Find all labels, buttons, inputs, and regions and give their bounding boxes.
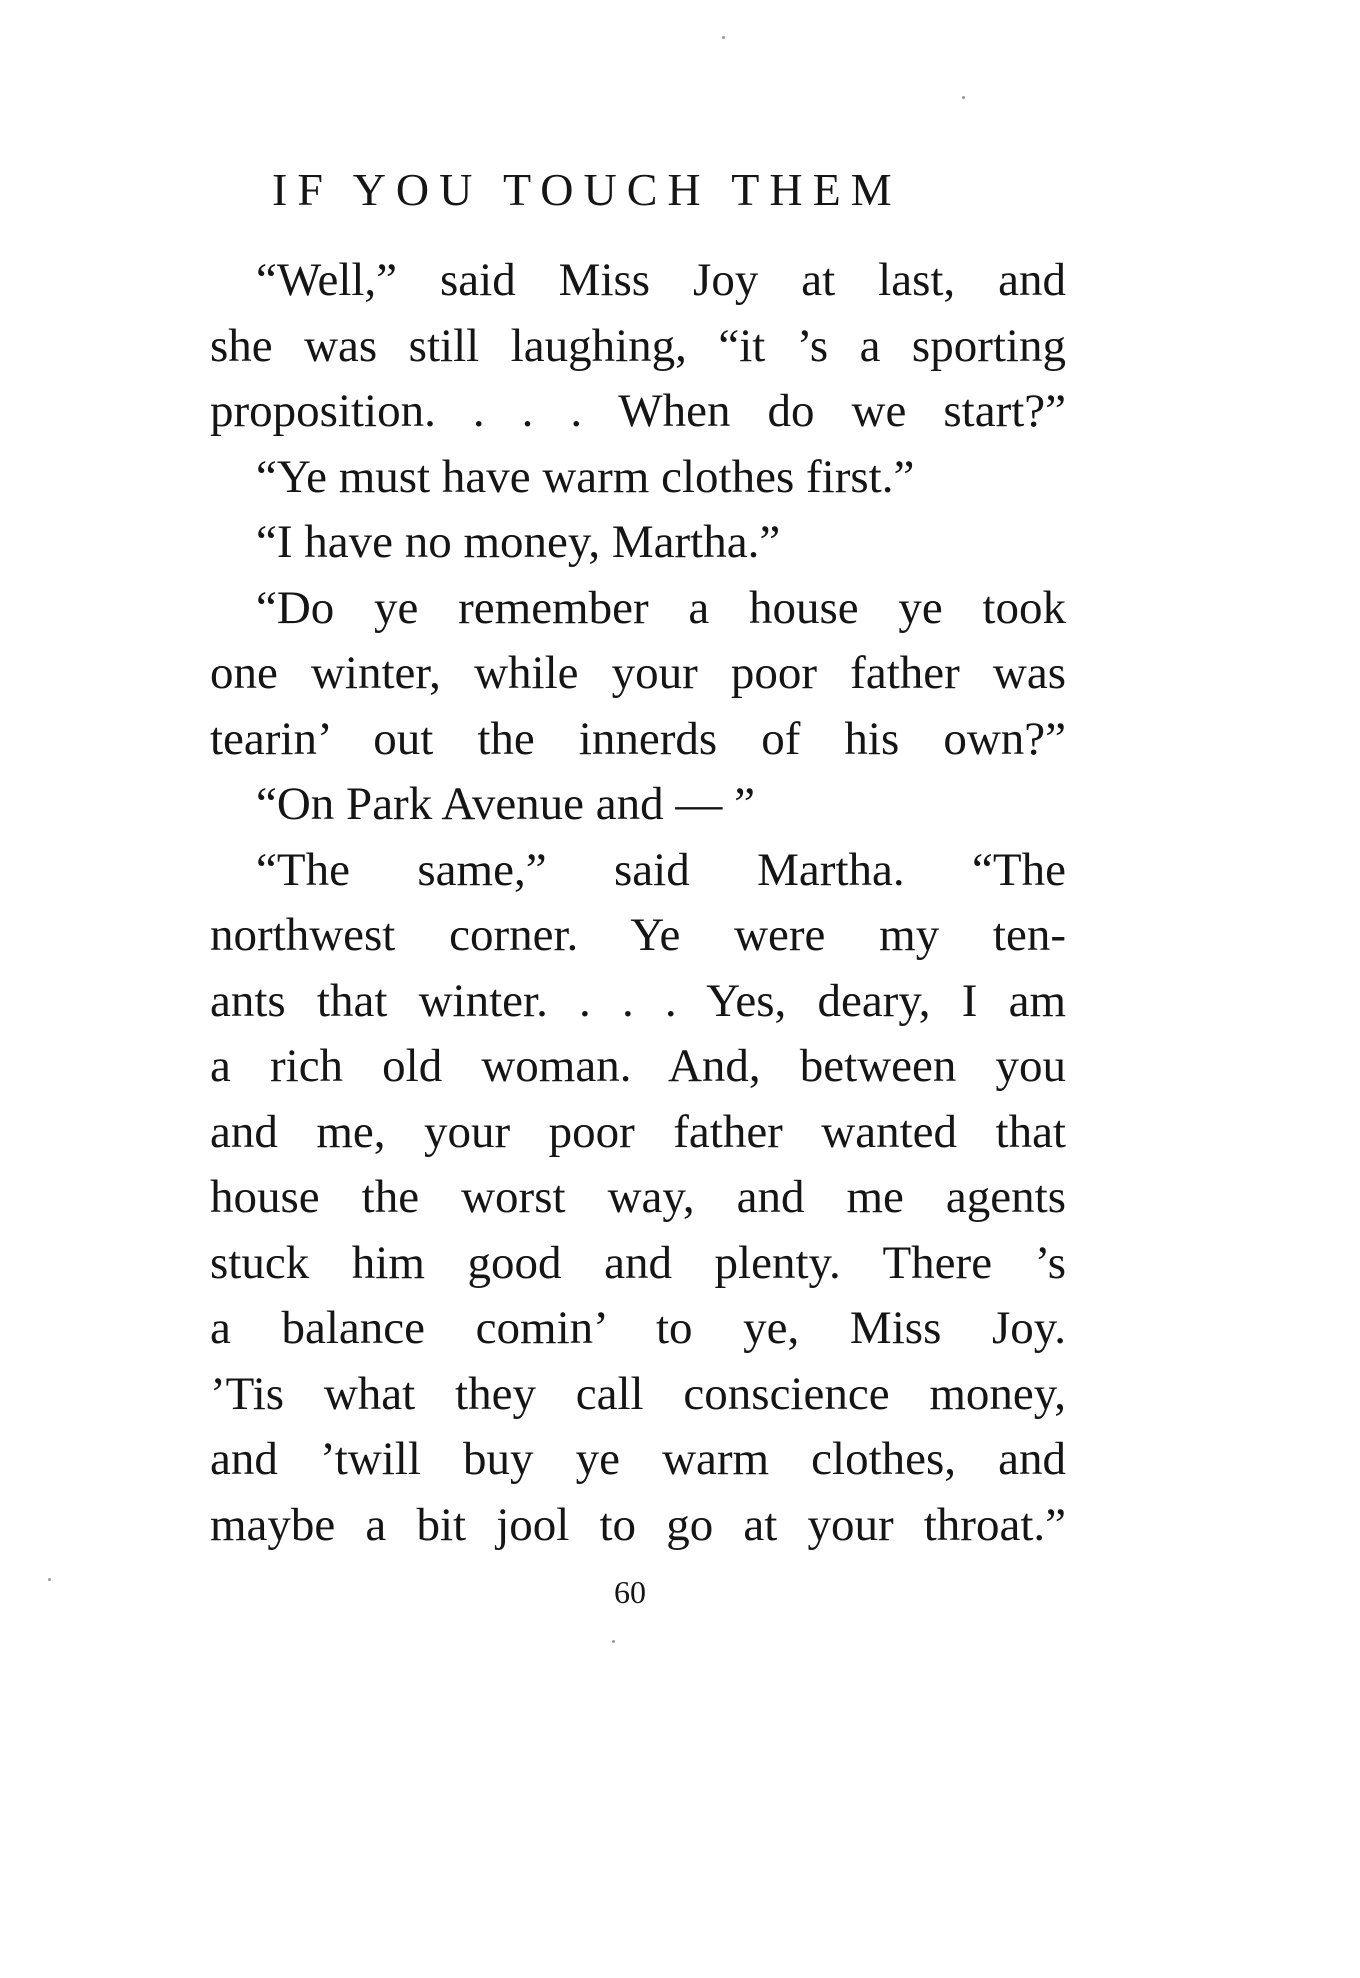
- paper-speck: [962, 96, 965, 99]
- text-line: proposition. . . . When do we start?”: [210, 385, 1066, 437]
- text-line: maybe a bit jool to go at your throat.”: [210, 1498, 1066, 1551]
- text-line: one winter, while your poor father was: [210, 647, 1066, 699]
- text-line: “I have no money, Martha.”: [256, 516, 781, 568]
- text-line: “On Park Avenue and — ”: [256, 778, 756, 830]
- text-line: “Ye must have warm clothes first.”: [256, 450, 915, 503]
- text-line: a balance comin’ to ye, Miss Joy.: [210, 1302, 1066, 1354]
- text-line: a rich old woman. And, between you: [210, 1040, 1066, 1092]
- text-line: “The same,” said Martha. “The: [256, 843, 1066, 896]
- running-head: IF YOU TOUCH THEM: [272, 164, 902, 215]
- text-line: tearin’ out the innerds of his own?”: [210, 712, 1066, 765]
- text-line: stuck him good and plenty. There ’s: [210, 1236, 1066, 1289]
- text-line: “Do ye remember a house ye took: [256, 581, 1066, 634]
- text-line: “Well,” said Miss Joy at last, and: [256, 254, 1066, 306]
- text-line: ’Tis what they call conscience money,: [210, 1367, 1066, 1420]
- body-text: [210, 248, 1066, 1558]
- text-line: and ’twill buy ye warm clothes, and: [210, 1433, 1066, 1485]
- text-line: house the worst way, and me agents: [210, 1171, 1066, 1223]
- text-line: northwest corner. Ye were my ten-: [210, 909, 1066, 961]
- paper-speck: [612, 1640, 615, 1643]
- text-line: she was still laughing, “it ’s a sporting: [210, 319, 1066, 372]
- text-line: ants that winter. . . . Yes, deary, I am: [210, 974, 1066, 1027]
- page-number: 60: [614, 1574, 646, 1610]
- text-line: and me, your poor father wanted that: [210, 1105, 1066, 1158]
- paper-speck: [722, 36, 725, 39]
- paper-speck: [48, 1578, 51, 1581]
